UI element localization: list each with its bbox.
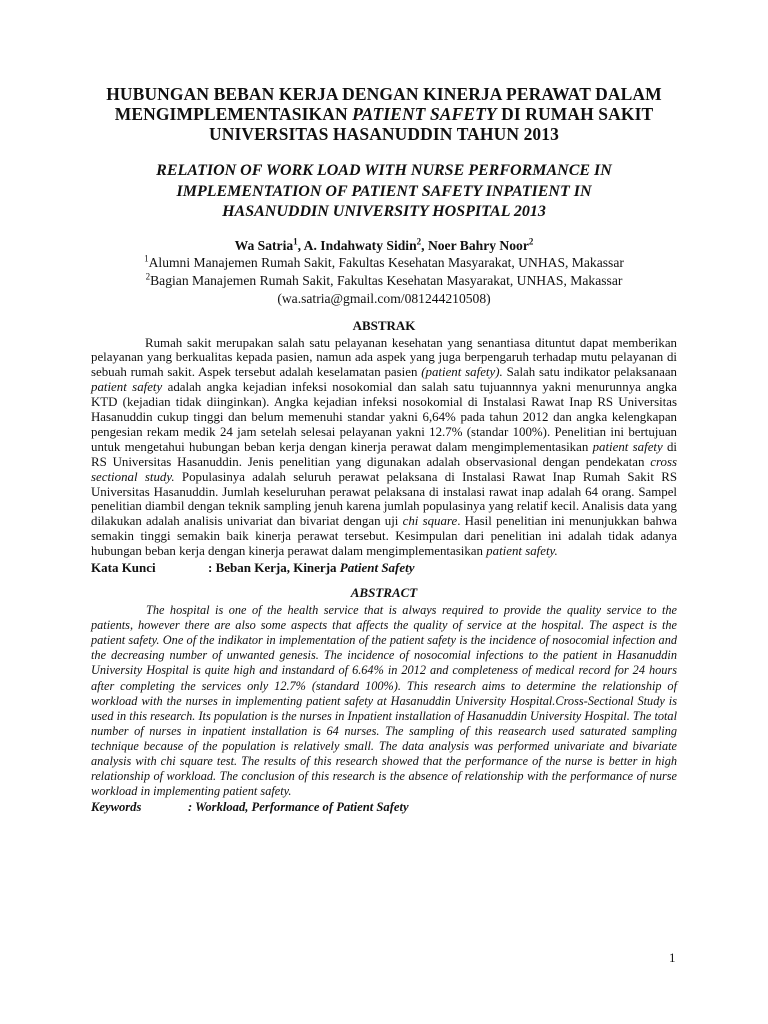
- title-id-line3: UNIVERSITAS HASANUDDIN TAHUN 2013: [209, 124, 559, 144]
- abstrak-em-6: patient safety.: [486, 544, 558, 559]
- abstrak-text-1: Rumah sakit merupakan salah satu pelayanan kesehatan yang senantiasa dituntut dapat memberikan pelayanan yang berkualitas kepada pasien, namun ada aspek yang juga berpengaruh terhadap mutu pelayanan di sebuah rumah sakit. Aspek tersebut adalah keselamatan pasien: [91, 335, 677, 380]
- title-id-line2-em: PATIENT SAFETY: [352, 104, 497, 124]
- affiliation-2-sup: 2: [145, 270, 151, 281]
- title-en-line3: HASANUDDIN UNIVERSITY HOSPITAL 2013: [222, 203, 546, 220]
- abstrak-text-2: Salah satu indikator pelaksanaan: [502, 365, 677, 380]
- abstrak-em-4: cross sectional study.: [91, 454, 677, 484]
- kata-kunci-value: : Beban Kerja, Kinerja: [208, 560, 340, 576]
- title-english: [91, 161, 677, 223]
- kata-kunci: [91, 559, 677, 576]
- affiliation-1-sup: 1: [144, 252, 149, 263]
- author-3: , Noer Bahry Noor: [421, 237, 529, 253]
- abstrak-text-4: di RS Universitas Hasanuddin. Jenis penelitian yang digunakan adalah observasional dengan pendekatan: [91, 439, 678, 469]
- paper-page: [91, 84, 677, 816]
- author-2-sup: 2: [416, 235, 422, 246]
- author-1-sup: 1: [293, 235, 298, 246]
- affiliation-2-text: Bagian Manajemen Rumah Sakit, Fakultas Kesehatan Masyarakat, UNHAS, Makassar: [150, 272, 623, 288]
- title-en-line1: RELATION OF WORK LOAD WITH NURSE PERFORMANCE IN: [156, 162, 612, 179]
- abstrak-em-2: patient safety: [91, 380, 163, 395]
- abstrak-body: [91, 336, 677, 560]
- abstrak-em-1: (patient safety).: [421, 365, 503, 380]
- abstrak-text-6: . Hasil penelitian ini menunjukkan bahwa semakin tinggi semakin baik kinerja perawat tersebut. Kesimpulan dari penelitian ini adalah tidak adanya hubungan beban kerja dengan kinerja perawat dalam mengimplementasikan: [91, 514, 678, 559]
- abstract-heading: ABSTRACT: [350, 585, 418, 601]
- title-id-line2: [91, 104, 677, 124]
- author-2: , A. Indahwaty Sidin: [297, 237, 417, 253]
- abstrak-em-5: chi square: [402, 514, 458, 529]
- affiliation-1: [91, 254, 677, 272]
- abstrak-heading: ABSTRAK: [352, 317, 416, 333]
- abstract-body: [91, 603, 677, 799]
- kata-kunci-label: Kata Kunci: [91, 560, 156, 576]
- title-id-line2-pre: MENGIMPLEMENTASIKAN: [114, 104, 353, 124]
- abstrak-em-3: patient safety: [592, 439, 663, 454]
- abstract-text: The hospital is one of the health service that is always required to provide the quality service to the patients, however there are also some aspects that affects the quality of service at the hospital. The aspect is the patient safety. One of the indikator in implementation of the patient safety is the incidence of nosocomial infection and the decreasing number of unwanted genesis. The incidence of nosocomial infections to the patient in Hasanuddin University Hospital is quite high and instandard of 6.64% in 2012 and completeness of medical record for 24 hours after completing the services only 12.7% (standard 100%). This research aims to determine the relationship of workload with the nurses in implementing patient safety at Hasanuddin University Hospital.Cross-Sectional Study is used in this research. Its population is the nurses in Inpatient installation of Hasanuddin University Hospital. The total number of nurses in inpatient installation is 64 nurses. The sampling of this reasearch used saturated sampling technique because of the population is relatively small. The data analysis was performed univariate and bivariate analysis with chi square test. The results of this research showed that the performance of the nurse is better in high relationship of workload. The conclusion of this research is the absence of relationship with the performance of nurse workload in implementing patient safety.: [91, 603, 677, 799]
- title-id-line1: HUBUNGAN BEBAN KERJA DENGAN KINERJA PERAWAT DALAM: [106, 84, 662, 104]
- affiliation-1-text: Alumni Manajemen Rumah Sakit, Fakultas Kesehatan Masyarakat, UNHAS, Makassar: [148, 254, 624, 270]
- keywords-value: : Workload, Performance of Patient Safety: [188, 800, 409, 815]
- author-1: Wa Satria: [234, 237, 294, 253]
- title-id-line2-post: DI RUMAH SAKIT: [496, 104, 654, 124]
- title-indonesian: [91, 84, 677, 144]
- abstrak-text-3: adalah angka kejadian infeksi nosokomial dan salah satu tujuannnya yakni menurunnya angka KTD (kejadian tidak diinginkan). Angka kejadian infeksi nosokomial di Instalasi Rawat Inap RS Universitas Hasanuddin cukup tinggi dan belum memenuhi standar yakni 6,64% pada tahun 2012 dan angka kelengkapan pengesian rekam medik 24 jam setelah selesai pelayanan yakni 12.7% (standar 100%). Penelitian ini bertujuan untuk mengetahui hubungan beban kerja dengan kinerja perawat dalam mengimplementasikan: [91, 380, 678, 454]
- contact-info: (wa.satria@gmail.com/081244210508): [277, 290, 491, 306]
- keywords: [91, 799, 677, 816]
- kata-kunci-value-em: Patient Safety: [339, 560, 415, 576]
- title-en-line2: IMPLEMENTATION OF PATIENT SAFETY INPATIENT IN: [176, 182, 592, 200]
- author-list: [91, 237, 677, 254]
- abstrak-text-5: Populasinya adalah seluruh perawat pelaksana di Instalasi Rawat Inap Rumah Sakit RS Universitas Hasanuddin. Jumlah keseluruhan perawat pelaksana di instalasi rawat inap adalah 64 orang. Sampel penelitian diambil dengan teknik sampling jenuh karena jumlah populasinya yang relatif kecil. Analisis data yang dilakukan adalah analisis univariat dan bivariat dengan uji: [91, 469, 678, 529]
- page-number: 1: [669, 950, 676, 965]
- affiliation-2: [91, 272, 677, 290]
- keywords-label: Keywords: [91, 800, 142, 815]
- author-3-sup: 2: [528, 235, 534, 246]
